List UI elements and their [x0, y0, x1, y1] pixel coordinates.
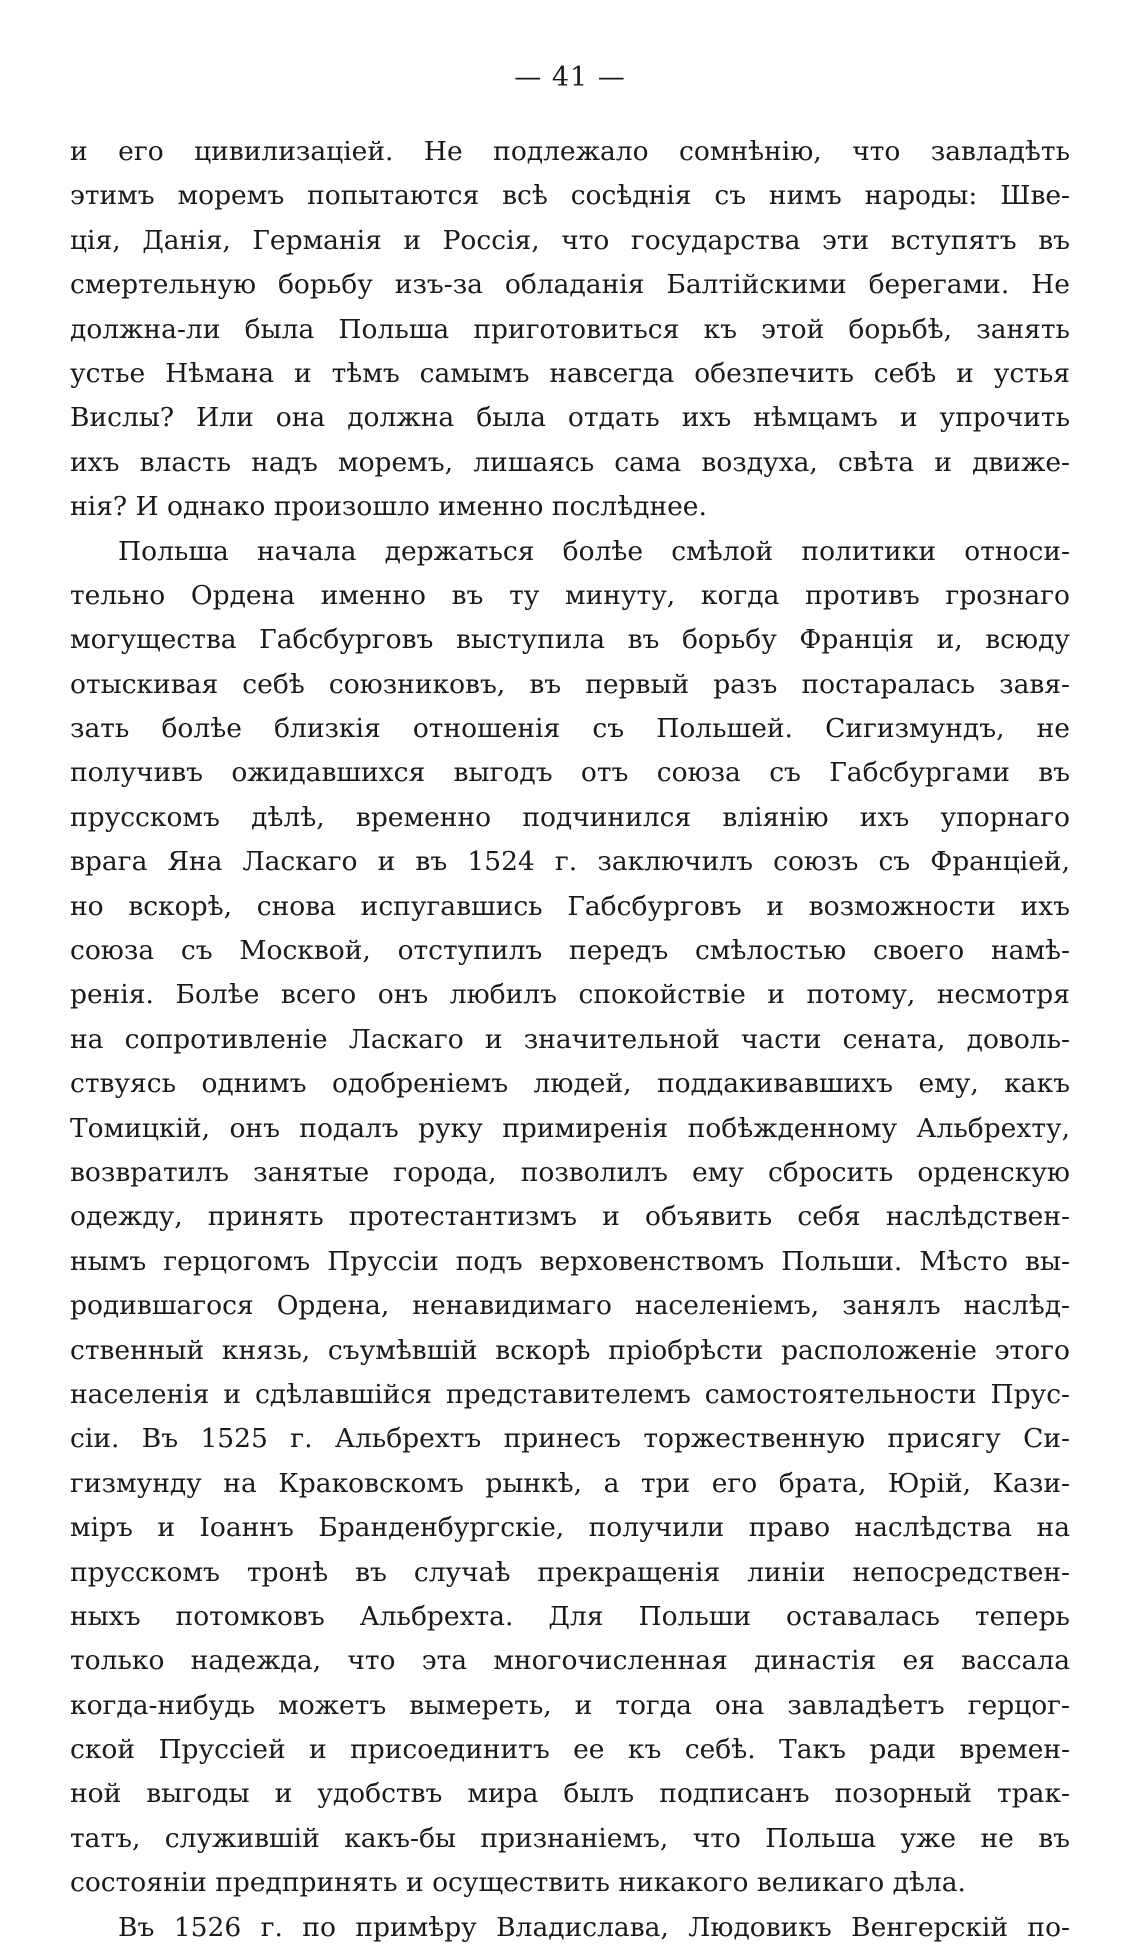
text-line: Томицкій, онъ подалъ руку примиренія побѣжденному Альбрехту, — [70, 1112, 1070, 1144]
text-line: когда-нибудь можетъ вымереть, и тогда она завладѣетъ герцог- — [70, 1689, 1070, 1721]
text-line: врага Яна Ласкаго и въ 1524 г. заключилъ союзъ съ Франціей, — [70, 846, 1070, 878]
text-line: гизмунду на Краковскомъ рынкѣ, а три его брата, Юрій, Кази- — [70, 1467, 1070, 1499]
text-line: ской Пруссіей и присоединитъ ее къ себѣ. Такъ ради времен- — [70, 1734, 1070, 1766]
text-line: Польша начала держаться болѣе смѣлой политики относи- — [118, 535, 1070, 567]
text-line: Въ 1526 г. по примѣру Владислава, Людовикъ Венгерскій по- — [118, 1911, 1070, 1943]
text-line: ственный князь, съумѣвшій вскорѣ пріобрѣсти расположеніе этого — [70, 1334, 1070, 1366]
text-line: смертельную борьбу изъ-за обладанія Балтійскими берегами. Не — [70, 269, 1070, 301]
text-line: нія? И однако произошло именно послѣднее. — [70, 491, 707, 523]
text-line: одежду, принять протестантизмъ и объявить себя наслѣдствен- — [70, 1201, 1070, 1233]
text-line: могущества Габсбурговъ выступила въ борьбу Франція и, всюду — [70, 624, 1070, 656]
text-line: и его цивилизаціей. Не подлежало сомнѣнію, что завладѣть — [70, 136, 1070, 167]
text-line: отыскивая себѣ союзниковъ, въ первый разъ постаралась завя- — [70, 668, 1070, 700]
text-line: родившагося Ордена, ненавидимаго населеніемъ, занялъ наслѣд- — [70, 1290, 1070, 1322]
page-number: — 41 — — [514, 62, 626, 93]
text-line: тельно Ордена именно въ ту минуту, когда противъ грознаго — [70, 579, 1070, 611]
text-line: на сопротивленіе Ласкаго и значительной части сената, доволь- — [70, 1023, 1070, 1055]
text-line: ихъ власть надъ моремъ, лишаясь сама воздуха, свѣта и движе- — [70, 446, 1070, 478]
text-line: только надежда, что эта многочисленная династія ея вассала — [70, 1645, 1070, 1677]
text-line: Вислы? Или она должна была отдать ихъ нѣмцамъ и упрочить — [70, 402, 1070, 434]
text-line: этимъ моремъ попытаются всѣ сосѣднія съ нимъ народы: Шве- — [70, 180, 1070, 212]
text-line: населенія и сдѣлавшійся представителемъ самостоятельности Прус- — [70, 1378, 1070, 1410]
text-line: возвратилъ занятые города, позволилъ ему сбросить орденскую — [70, 1156, 1070, 1188]
text-line: состояніи предпринять и осуществить никакого великаго дѣла. — [70, 1867, 966, 1899]
text-line: прусскомъ дѣлѣ, временно подчинился вліянію ихъ упорнаго — [70, 801, 1070, 833]
text-line: устье Нѣмана и тѣмъ самымъ навсегда обезпечить себѣ и устья — [70, 357, 1070, 389]
text-line: союза съ Москвой, отступилъ передъ смѣлостью своего намѣ- — [70, 935, 1070, 967]
text-line: нымъ герцогомъ Пруссіи подъ верховенствомъ Польши. Мѣсто вы- — [70, 1245, 1070, 1277]
text-line: должна-ли была Польша приготовиться къ этой борьбѣ, занять — [70, 313, 1070, 345]
text-line: прусскомъ тронѣ въ случаѣ прекращенія линіи непосредствен- — [70, 1556, 1070, 1588]
text-line: ной выгоды и удобствъ мира былъ подписанъ позорный трак- — [70, 1778, 1070, 1810]
text-line: міръ и Іоаннъ Бранденбургскіе, получили право наслѣдства на — [70, 1512, 1070, 1544]
text-line: ція, Данія, Германія и Россія, что государства эти вступятъ въ — [70, 224, 1070, 256]
text-line: ренія. Болѣе всего онъ любилъ спокойствіе и потому, несмотря — [70, 979, 1070, 1011]
text-line: получивъ ожидавшихся выгодъ отъ союза съ Габсбургами въ — [70, 757, 1070, 789]
text-line: ствуясь однимъ одобреніемъ людей, поддакивавшихъ ему, какъ — [70, 1068, 1070, 1100]
text-line: ныхъ потомковъ Альбрехта. Для Польши оставалась теперь — [70, 1600, 1070, 1632]
text-line: но вскорѣ, снова испугавшись Габсбурговъ и возможности ихъ — [70, 890, 1070, 922]
text-line: зать болѣе близкія отношенія съ Польшей. Сигизмундъ, не — [70, 713, 1070, 745]
text-line: татъ, служившій какъ-бы признаніемъ, что Польша уже не въ — [70, 1822, 1070, 1854]
text-line: сіи. Въ 1525 г. Альбрехтъ принесъ торжественную присягу Си- — [70, 1423, 1070, 1455]
body-text — [70, 130, 1070, 1950]
